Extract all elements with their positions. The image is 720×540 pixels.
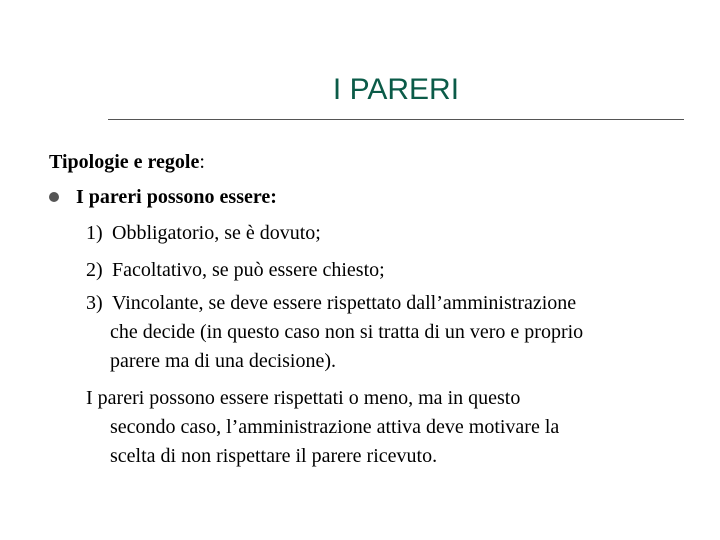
item-text: Obbligatorio, se è dovuto; (112, 222, 321, 244)
item-text-line-3: parere ma di una decisione). (110, 350, 337, 372)
subtitle-bold: Tipologie e regole (49, 151, 200, 173)
list-item-2 (86, 256, 672, 285)
item-text-line-1: Vincolante, se deve essere rispettato dall’amministrazione (112, 292, 577, 314)
section-subtitle (49, 148, 205, 176)
closing-line-1: I pareri possono essere rispettati o meno, ma in questo (86, 387, 521, 409)
item-number: 3) (86, 292, 103, 314)
item-text-line-2: che decide (in questo caso non si tratta di un vero e proprio (110, 321, 584, 343)
item-number: 2) (86, 259, 103, 281)
list-item-3 (86, 289, 672, 376)
closing-paragraph (86, 384, 672, 471)
bullet-dot-icon (49, 192, 59, 202)
closing-line-2: secondo caso, l’amministrazione attiva deve motivare la (110, 416, 560, 438)
item-number: 1) (86, 222, 103, 244)
bullet-text: I pareri possono essere: (76, 186, 277, 208)
closing-line-3: scelta di non rispettare il parere ricevuto. (110, 445, 438, 467)
slide-title: I PARERI (332, 73, 460, 106)
subtitle-colon: : (199, 151, 205, 173)
item-text: Facoltativo, se può essere chiesto; (112, 259, 385, 281)
list-item-1 (86, 219, 672, 248)
title-divider (108, 119, 684, 120)
